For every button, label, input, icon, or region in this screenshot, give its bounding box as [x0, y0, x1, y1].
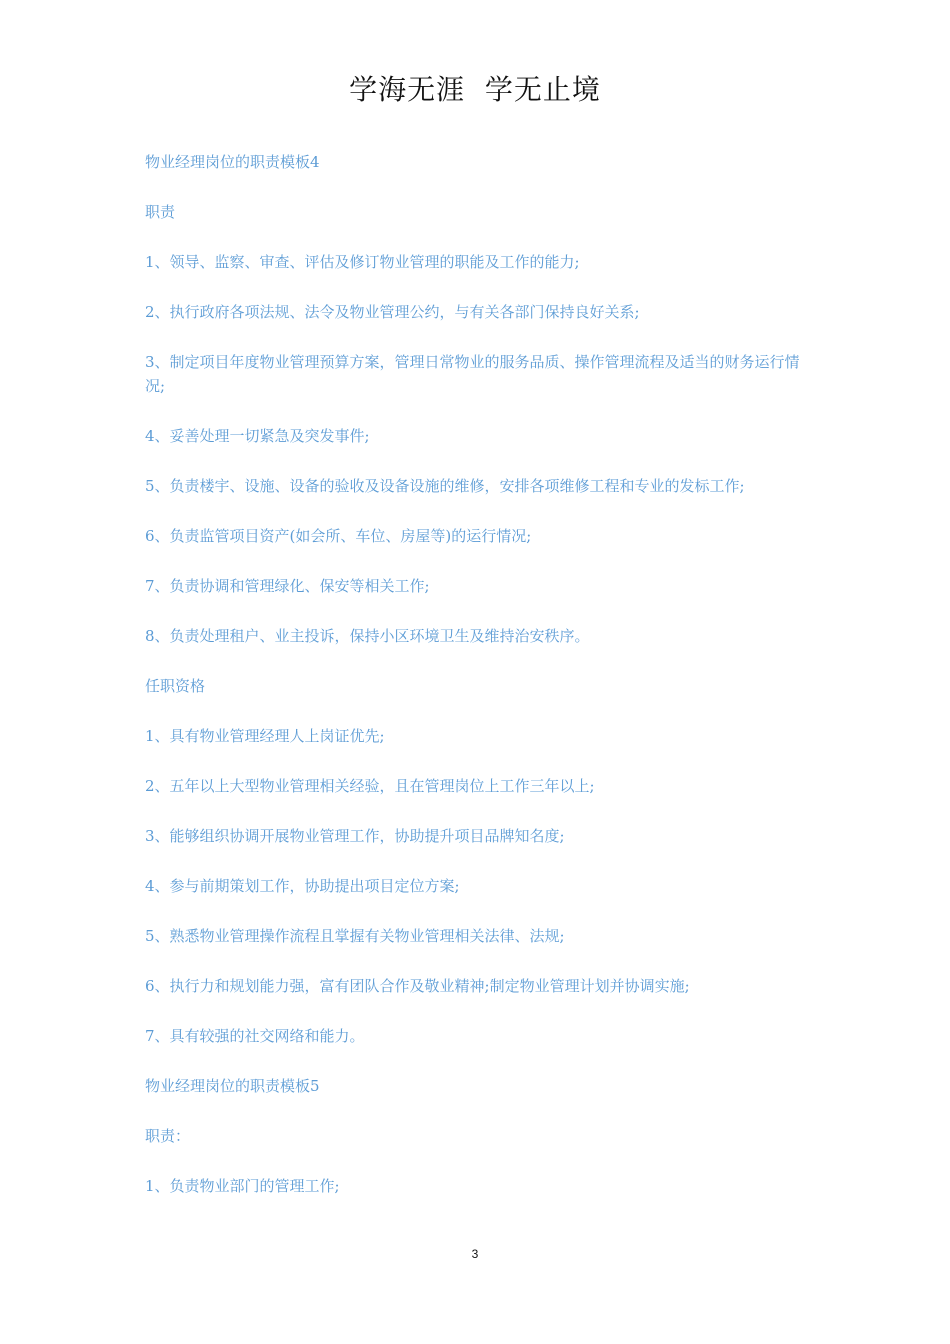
duty-item-6: 6、负责监管项目资产(如会所、车位、房屋等)的运行情况; — [145, 527, 532, 545]
qualification-item-1: 1、具有物业管理经理人上岗证优先; — [145, 727, 385, 745]
duty-item-3: 3、制定项目年度物业管理预算方案，管理日常物业的服务品质、操作管理流程及适当的财务运行情况; — [145, 353, 800, 395]
duty-item-4: 4、妥善处理一切紧急及突发事件; — [145, 427, 370, 445]
qualification-item-6: 6、执行力和规划能力强，富有团队合作及敬业精神;制定物业管理计划并协调实施; — [145, 977, 690, 995]
subheading-qualifications: 任职资格 — [145, 677, 206, 695]
qualification-item-4: 4、参与前期策划工作，协助提出项目定位方案; — [145, 877, 460, 895]
section-heading-template-5: 物业经理岗位的职责模板5 — [145, 1077, 320, 1095]
subheading-duties: 职责 — [145, 203, 176, 221]
duty-item-1-template-5: 1、负责物业部门的管理工作; — [145, 1177, 340, 1195]
qualification-item-5: 5、熟悉物业管理操作流程且掌握有关物业管理相关法律、法规; — [145, 927, 565, 945]
subheading-duties-2: 职责： — [145, 1127, 191, 1145]
duty-item-8: 8、负责处理租户、业主投诉，保持小区环境卫生及维持治安秩序。 — [145, 627, 590, 645]
duty-item-7: 7、负责协调和管理绿化、保安等相关工作; — [145, 577, 430, 595]
duty-item-2: 2、执行政府各项法规、法令及物业管理公约，与有关各部门保持良好关系; — [145, 303, 640, 321]
duty-item-5: 5、负责楼宇、设施、设备的验收及设备设施的维修，安排各项维修工程和专业的发标工作; — [145, 477, 745, 495]
section-heading-template-4: 物业经理岗位的职责模板4 — [145, 153, 320, 171]
page-number: 3 — [471, 1247, 479, 1261]
qualification-item-3: 3、能够组织协调开展物业管理工作，协助提升项目品牌知名度; — [145, 827, 565, 845]
qualification-item-2: 2、五年以上大型物业管理相关经验，且在管理岗位上工作三年以上; — [145, 777, 595, 795]
duty-item-1: 1、领导、监察、审查、评估及修订物业管理的职能及工作的能力; — [145, 253, 580, 271]
page-header-title: 学海无涯 学无止境 — [349, 73, 601, 106]
qualification-item-7: 7、具有较强的社交网络和能力。 — [145, 1027, 365, 1045]
document-body — [145, 150, 815, 1224]
